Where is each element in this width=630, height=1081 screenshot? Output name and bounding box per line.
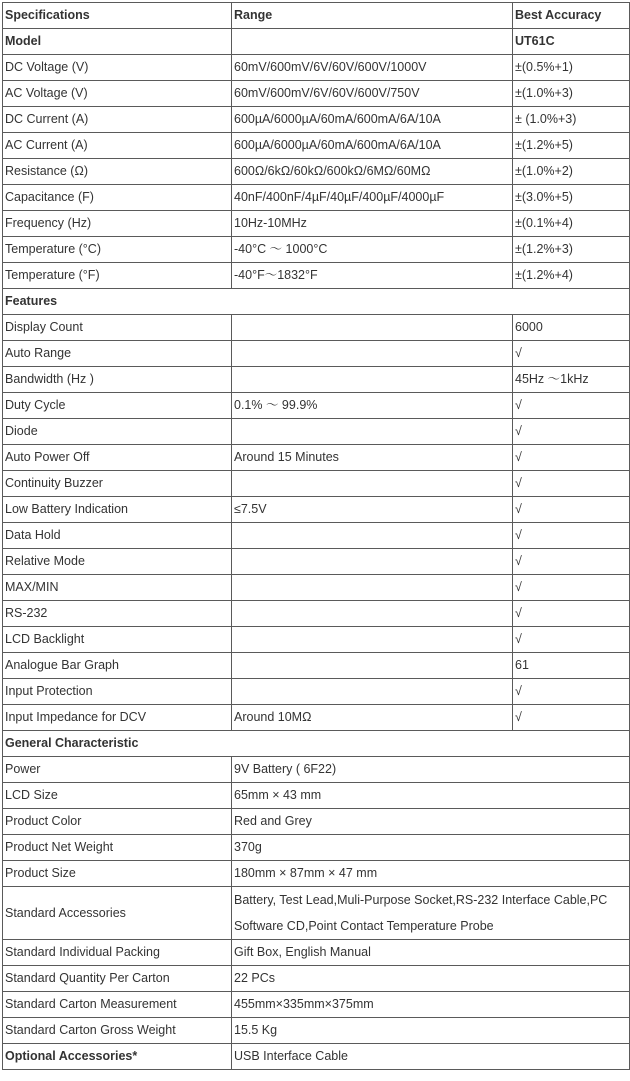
table-row [3, 211, 630, 237]
accuracy-cell: √ [513, 679, 630, 705]
table-row [3, 705, 630, 731]
range-cell [232, 653, 513, 679]
range-cell [232, 627, 513, 653]
spec-name-cell: Bandwidth (Hz ) [3, 367, 232, 393]
table-row [3, 237, 630, 263]
table-row [3, 159, 630, 185]
value-cell: 22 PCs [232, 966, 630, 992]
range-cell: 600µA/6000µA/60mA/600mA/6A/10A [232, 133, 513, 159]
range-cell: Around 15 Minutes [232, 445, 513, 471]
accuracy-cell: 6000 [513, 315, 630, 341]
range-cell [232, 601, 513, 627]
spec-name-cell: Capacitance (F) [3, 185, 232, 211]
spec-name-cell: Temperature (°C) [3, 237, 232, 263]
accuracy-cell: 45Hz ～1kHz [513, 367, 630, 393]
accuracy-cell: √ [513, 549, 630, 575]
spec-name-cell: Duty Cycle [3, 393, 232, 419]
spec-name-cell: Standard Quantity Per Carton [3, 966, 232, 992]
specifications-table [2, 2, 630, 1070]
range-cell: Around 10MΩ [232, 705, 513, 731]
table-row [3, 887, 630, 940]
range-cell [232, 367, 513, 393]
spec-name-cell: RS-232 [3, 601, 232, 627]
section-header-row [3, 289, 630, 315]
value-cell: 15.5 Kg [232, 1018, 630, 1044]
accuracy-cell: ±(0.5%+1) [513, 55, 630, 81]
value-cell: Battery, Test Lead,Muli-Purpose Socket,RS-232 Interface Cable,PC Software CD,Point Contact Temperature Probe [232, 887, 630, 940]
spec-name-cell: DC Current (A) [3, 107, 232, 133]
table-row [3, 653, 630, 679]
accuracy-cell: ±(1.2%+5) [513, 133, 630, 159]
accuracy-cell: ±(0.1%+4) [513, 211, 630, 237]
spec-name-cell: Power [3, 757, 232, 783]
table-row [3, 549, 630, 575]
table-row [3, 992, 630, 1018]
spec-name-cell: Product Color [3, 809, 232, 835]
spec-name-cell: Standard Carton Measurement [3, 992, 232, 1018]
table-row [3, 55, 630, 81]
spec-name-cell: Standard Individual Packing [3, 940, 232, 966]
table-row [3, 29, 630, 55]
spec-name-cell: Low Battery Indication [3, 497, 232, 523]
accuracy-cell: √ [513, 393, 630, 419]
value-cell: 455mm×335mm×375mm [232, 992, 630, 1018]
spec-name-cell: Product Net Weight [3, 835, 232, 861]
accuracy-cell: ±(1.0%+2) [513, 159, 630, 185]
spec-name-cell: Standard Carton Gross Weight [3, 1018, 232, 1044]
accuracy-cell: √ [513, 523, 630, 549]
accuracy-cell: ± (1.0%+3) [513, 107, 630, 133]
table-row [3, 107, 630, 133]
spec-name-cell: Relative Mode [3, 549, 232, 575]
accuracy-cell: √ [513, 497, 630, 523]
table-row [3, 497, 630, 523]
range-cell: 60mV/600mV/6V/60V/600V/750V [232, 81, 513, 107]
table-row [3, 1018, 630, 1044]
header-best-accuracy: Best Accuracy [513, 3, 630, 29]
table-row [3, 679, 630, 705]
range-cell [232, 679, 513, 705]
table-row [3, 601, 630, 627]
table-row [3, 757, 630, 783]
range-cell [232, 575, 513, 601]
table-row [3, 419, 630, 445]
accuracy-cell: √ [513, 419, 630, 445]
spec-name-cell: LCD Backlight [3, 627, 232, 653]
table-row [3, 809, 630, 835]
spec-name-cell: Standard Accessories [3, 887, 232, 940]
accuracy-cell: √ [513, 445, 630, 471]
table-row [3, 861, 630, 887]
range-cell [232, 341, 513, 367]
range-cell [232, 29, 513, 55]
value-cell: 65mm × 43 mm [232, 783, 630, 809]
accuracy-cell: √ [513, 627, 630, 653]
table-row [3, 1044, 630, 1070]
accuracy-cell: √ [513, 575, 630, 601]
general-table-body [3, 731, 630, 1070]
range-cell: 0.1% ～ 99.9% [232, 393, 513, 419]
accuracy-cell: √ [513, 341, 630, 367]
table-row [3, 367, 630, 393]
spec-name-cell: Model [3, 29, 232, 55]
table-row [3, 783, 630, 809]
table-row [3, 835, 630, 861]
table-row [3, 627, 630, 653]
table-row [3, 263, 630, 289]
value-cell: Gift Box, English Manual [232, 940, 630, 966]
spec-name-cell: Optional Accessories* [3, 1044, 232, 1070]
range-cell [232, 471, 513, 497]
range-cell: 10Hz-10MHz [232, 211, 513, 237]
spec-name-cell: AC Voltage (V) [3, 81, 232, 107]
range-cell [232, 523, 513, 549]
spec-table-body [3, 29, 630, 731]
accuracy-cell: ±(1.2%+3) [513, 237, 630, 263]
spec-name-cell: Product Size [3, 861, 232, 887]
spec-name-cell: Input Protection [3, 679, 232, 705]
table-row [3, 445, 630, 471]
section-title: Features [3, 289, 630, 315]
range-cell: 40nF/400nF/4µF/40µF/400µF/4000µF [232, 185, 513, 211]
spec-name-cell: Input Impedance for DCV [3, 705, 232, 731]
section-header-row [3, 731, 630, 757]
spec-name-cell: Analogue Bar Graph [3, 653, 232, 679]
range-cell: 600µA/6000µA/60mA/600mA/6A/10A [232, 107, 513, 133]
table-row [3, 940, 630, 966]
spec-name-cell: Resistance (Ω) [3, 159, 232, 185]
table-row [3, 315, 630, 341]
spec-name-cell: AC Current (A) [3, 133, 232, 159]
spec-name-cell: Diode [3, 419, 232, 445]
spec-name-cell: Display Count [3, 315, 232, 341]
accuracy-cell: ±(3.0%+5) [513, 185, 630, 211]
value-cell: 9V Battery ( 6F22) [232, 757, 630, 783]
spec-name-cell: Auto Range [3, 341, 232, 367]
accuracy-cell: ±(1.2%+4) [513, 263, 630, 289]
value-cell: 180mm × 87mm × 47 mm [232, 861, 630, 887]
table-row [3, 81, 630, 107]
range-cell: 600Ω/6kΩ/60kΩ/600kΩ/6MΩ/60MΩ [232, 159, 513, 185]
table-row [3, 341, 630, 367]
table-row [3, 575, 630, 601]
table-row [3, 471, 630, 497]
header-specifications: Specifications [3, 3, 232, 29]
value-cell: Red and Grey [232, 809, 630, 835]
range-cell: -40°C ～ 1000°C [232, 237, 513, 263]
accuracy-cell: √ [513, 601, 630, 627]
accuracy-cell: √ [513, 705, 630, 731]
spec-name-cell: LCD Size [3, 783, 232, 809]
spec-name-cell: Continuity Buzzer [3, 471, 232, 497]
accuracy-cell: 61 [513, 653, 630, 679]
range-cell [232, 419, 513, 445]
range-cell [232, 549, 513, 575]
accuracy-cell: ±(1.0%+3) [513, 81, 630, 107]
spec-name-cell: Auto Power Off [3, 445, 232, 471]
table-row [3, 966, 630, 992]
spec-name-cell: Data Hold [3, 523, 232, 549]
accuracy-cell: √ [513, 471, 630, 497]
table-row [3, 523, 630, 549]
accuracy-cell: UT61C [513, 29, 630, 55]
table-row [3, 393, 630, 419]
spec-name-cell: Temperature (°F) [3, 263, 232, 289]
range-cell: -40°F～1832°F [232, 263, 513, 289]
range-cell: ≤7.5V [232, 497, 513, 523]
spec-name-cell: MAX/MIN [3, 575, 232, 601]
table-row [3, 133, 630, 159]
table-header-row [3, 3, 630, 29]
value-cell: USB Interface Cable [232, 1044, 630, 1070]
section-title: General Characteristic [3, 731, 630, 757]
range-cell: 60mV/600mV/6V/60V/600V/1000V [232, 55, 513, 81]
value-cell: 370g [232, 835, 630, 861]
spec-name-cell: Frequency (Hz) [3, 211, 232, 237]
spec-name-cell: DC Voltage (V) [3, 55, 232, 81]
table-row [3, 185, 630, 211]
range-cell [232, 315, 513, 341]
header-range: Range [232, 3, 513, 29]
